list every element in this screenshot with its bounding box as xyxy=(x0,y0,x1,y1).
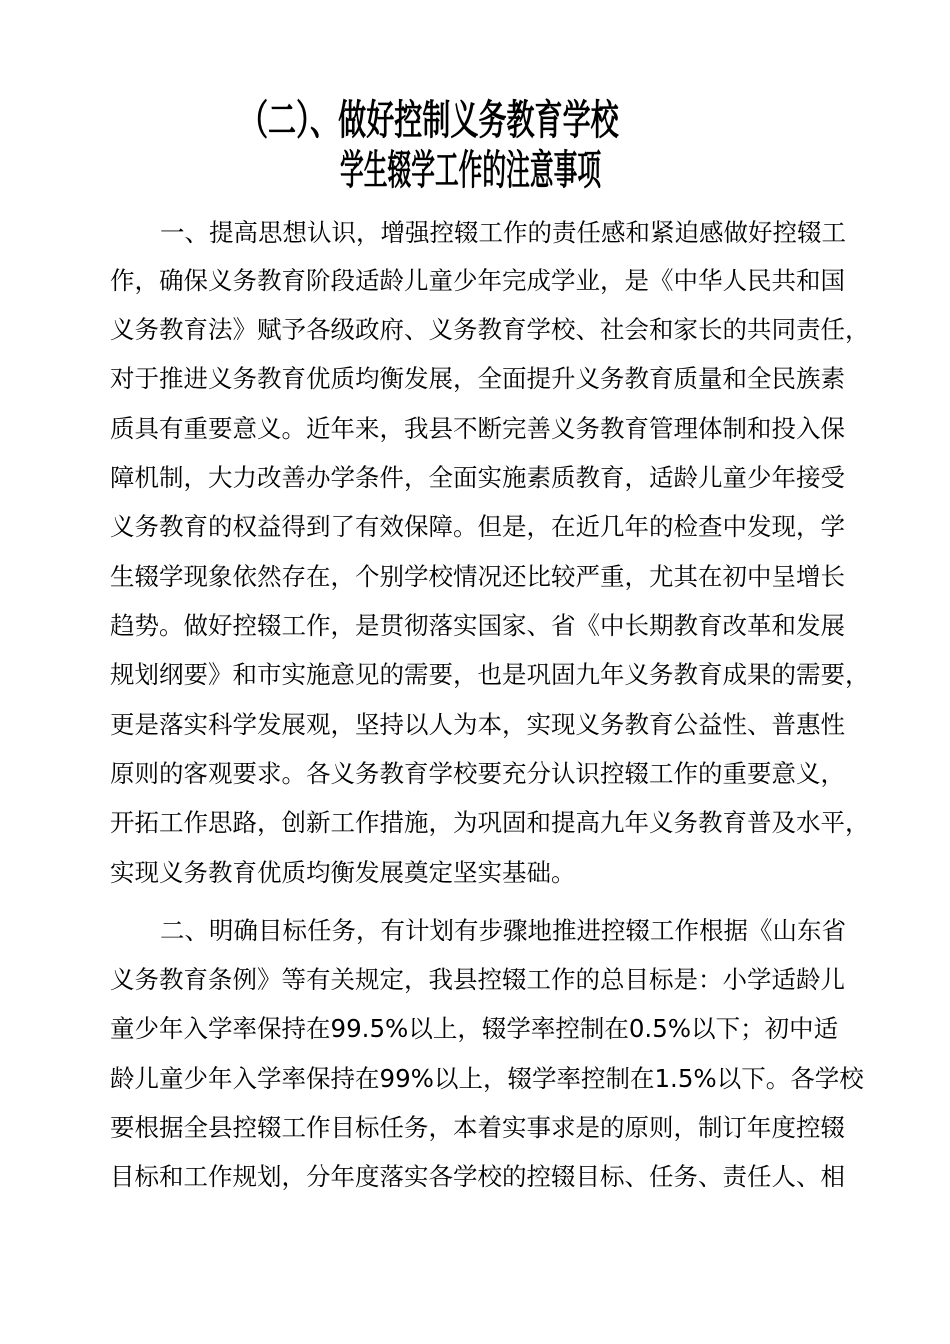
paragraph-2-line: 童少年入学率保持在99.5%以上，辍学率控制在0.5%以下；初中适 xyxy=(110,1014,839,1043)
paragraph-1-line: 一、提高思想认识，增强控辍工作的责任感和紧迫感做好控辍工 xyxy=(160,218,846,247)
paragraph-1-line: 更是落实科学发展观，坚持以人为本，实现义务教育公益性、普惠性 xyxy=(110,710,845,739)
paragraph-1-line: 规划纲要》和市实施意见的需要，也是巩固九年义务教育成果的需要， xyxy=(110,660,870,689)
paragraph-1-line: 质具有重要意义。近年来，我县不断完善义务教育管理体制和投入保 xyxy=(110,414,845,443)
paragraph-2-line: 目标和工作规划，分年度落实各学校的控辍目标、任务、责任人、相 xyxy=(110,1162,845,1191)
paragraph-1-line: 生辍学现象依然存在，个别学校情况还比较严重，尤其在初中呈增长 xyxy=(110,562,845,591)
paragraph-1-line: 障机制，大力改善办学条件，全面实施素质教育，适龄儿童少年接受 xyxy=(110,463,845,492)
paragraph-1-line: 对于推进义务教育优质均衡发展，全面提升义务教育质量和全民族素 xyxy=(110,364,845,393)
paragraph-2-line: 二、明确目标任务，有计划有步骤地推进控辍工作根据《山东省 xyxy=(160,916,846,945)
paragraph-2-line: 要根据全县控辍工作目标任务，本着实事求是的原则，制订年度控辍 xyxy=(110,1113,845,1142)
paragraph-1-line: 义务教育法》赋予各级政府、义务教育学校、社会和家长的共同责任， xyxy=(110,315,870,344)
document-title-line-2: 学生辍学工作的注意事项 xyxy=(340,146,602,194)
paragraph-1-line: 开拓工作思路，创新工作措施，为巩固和提高九年义务教育普及水平， xyxy=(110,808,870,837)
paragraph-1-line: 实现义务教育优质均衡发展奠定坚实基础。 xyxy=(110,858,576,887)
document-title-line-1: （二）、做好控制义务教育学校 xyxy=(240,96,619,144)
paragraph-1-line: 原则的客观要求。各义务教育学校要充分认识控辍工作的重要意义， xyxy=(110,759,845,788)
paragraph-1-line: 义务教育的权益得到了有效保障。但是，在近几年的检查中发现，学 xyxy=(110,512,845,541)
paragraph-1-line: 趋势。做好控辍工作，是贯彻落实国家、省《中长期教育改革和发展 xyxy=(110,611,845,640)
paragraph-2-line: 义务教育条例》等有关规定，我县控辍工作的总目标是：小学适龄儿 xyxy=(110,965,845,994)
paragraph-2-line: 龄儿童少年入学率保持在99%以上，辍学率控制在1.5%以下。各学校 xyxy=(110,1064,864,1093)
paragraph-1-line: 作，确保义务教育阶段适龄儿童少年完成学业，是《中华人民共和国 xyxy=(110,266,845,295)
